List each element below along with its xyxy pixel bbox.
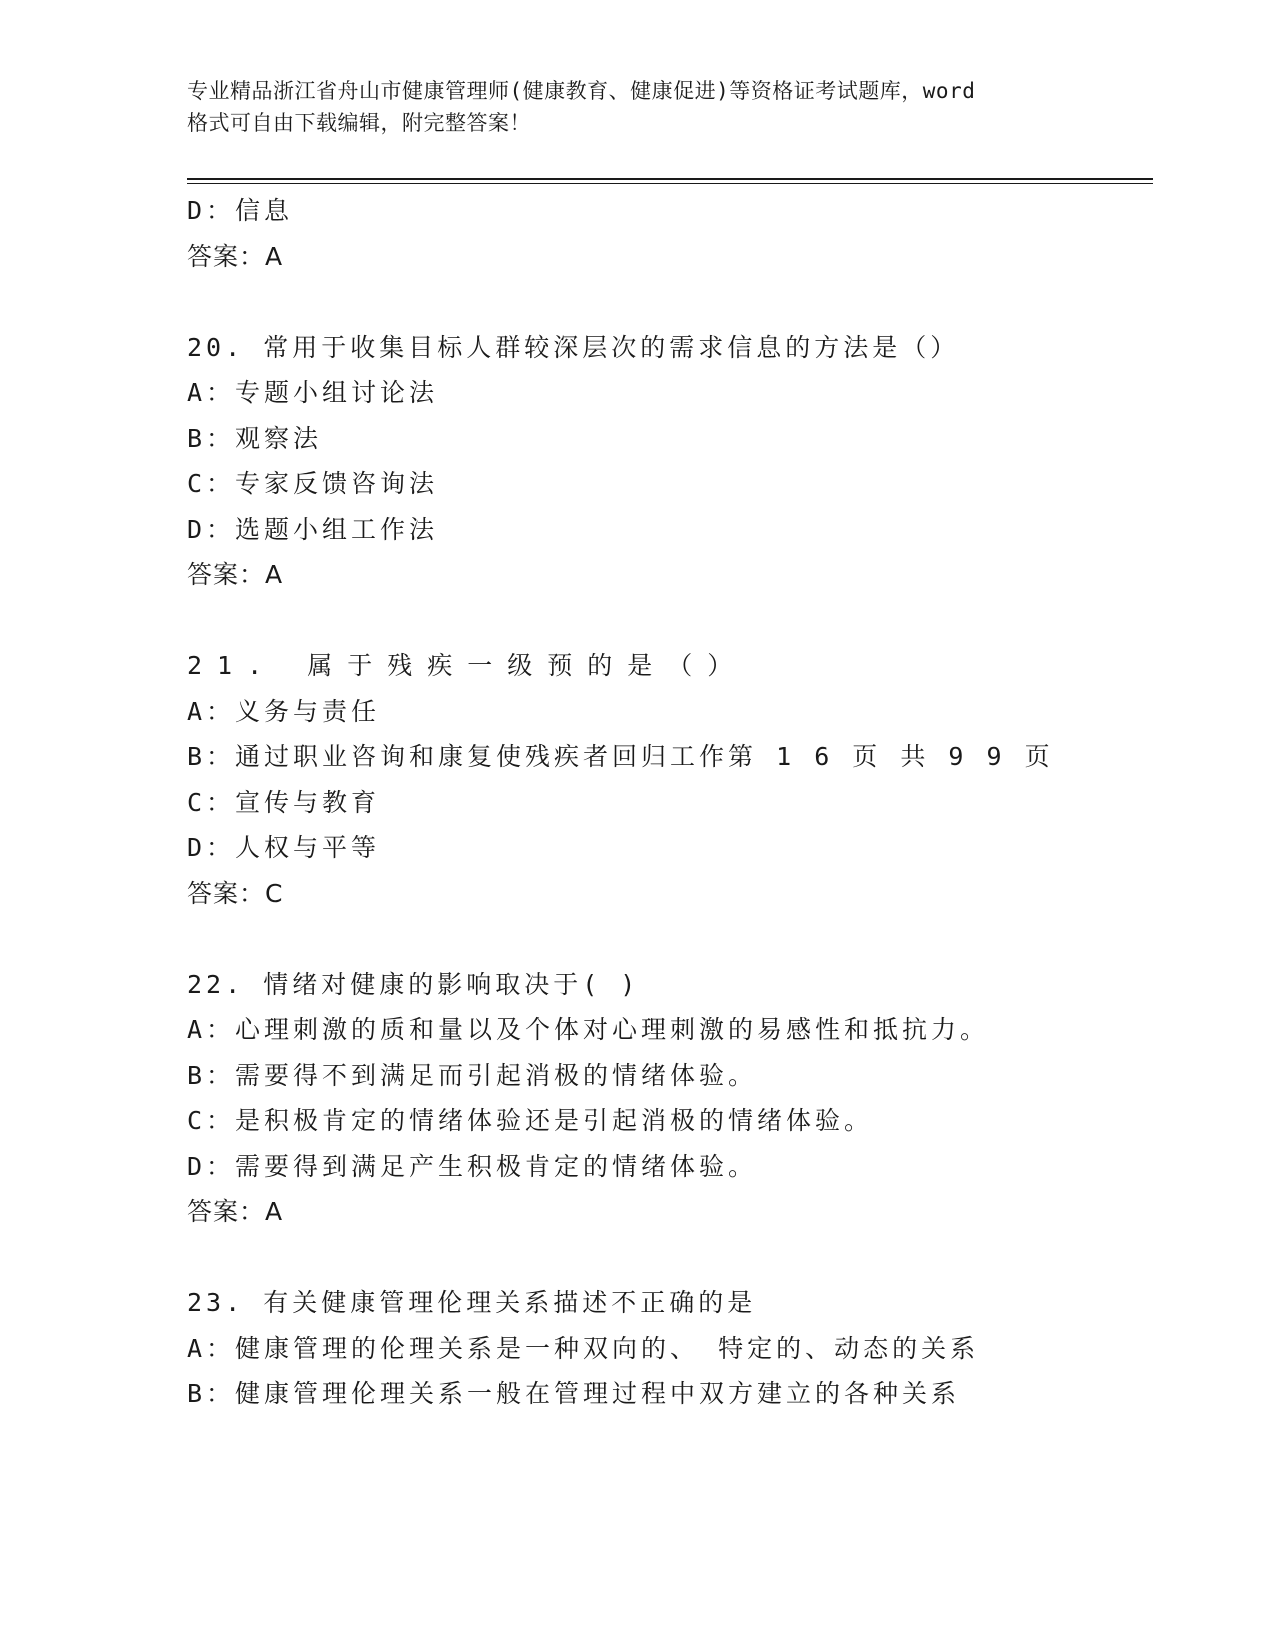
option-a: A：心理刺激的质和量以及个体对心理刺激的易感性和抵抗力。: [187, 1015, 990, 1044]
question-stem: 21. 属于残疾一级预的是（）: [187, 651, 748, 680]
option-d: D：信息: [187, 196, 294, 225]
header-divider-thin: [187, 183, 1153, 184]
option-a: A：义务与责任: [187, 696, 381, 726]
option-b: B：观察法: [187, 423, 323, 453]
option-c: C：宣传与教育: [187, 787, 381, 817]
question-21: [187, 643, 1147, 916]
spacer: [187, 1235, 1147, 1281]
spacer: [187, 279, 1147, 325]
header-line-2: 格式可自由下载编辑，附完整答案！: [187, 111, 531, 135]
option-d: D：人权与平等: [187, 833, 381, 862]
answer-line: 答案：C: [187, 878, 284, 908]
spacer: [187, 598, 1147, 644]
option-d: D：选题小组工作法: [187, 514, 439, 544]
option-b: B：需要得不到满足而引起消极的情绪体验。: [187, 1060, 758, 1090]
option-c: C：是积极肯定的情绪体验还是引起消极的情绪体验。: [187, 1106, 874, 1135]
question-22: [187, 962, 1147, 1235]
answer-line: 答案：A: [187, 560, 284, 589]
option-d: D：需要得到满足产生积极肯定的情绪体验。: [187, 1151, 758, 1181]
document-body: [187, 188, 1147, 1417]
question-stem: 20. 常用于收集目标人群较深层次的需求信息的方法是（）: [187, 332, 960, 362]
question-23: [187, 1280, 1147, 1417]
option-b: B：通过职业咨询和康复使残疾者回归工作第 1 6 页 共 9 9 页: [187, 742, 1054, 771]
header-divider-thick: [187, 178, 1153, 180]
question-stem: 23. 有关健康管理伦理关系描述不正确的是: [187, 1288, 757, 1317]
header-line-1: 专业精品浙江省舟山市健康管理师(健康教育、健康促进)等资格证考试题库，word: [187, 79, 976, 103]
answer-line: 答案：A: [187, 241, 284, 271]
option-a: A：专题小组讨论法: [187, 378, 439, 407]
option-b: B：健康管理伦理关系一般在管理过程中双方建立的各种关系: [187, 1379, 961, 1408]
question-20: [187, 325, 1147, 598]
option-a: A：健康管理的伦理关系是一种双向的、 特定的、动态的关系: [187, 1333, 980, 1363]
spacer: [187, 916, 1147, 962]
option-c: C：专家反馈咨询法: [187, 469, 439, 498]
answer-line: 答案：A: [187, 1197, 284, 1226]
question-stem: 22. 情绪对健康的影响取决于( ): [187, 969, 640, 999]
document-header: [187, 75, 1087, 139]
